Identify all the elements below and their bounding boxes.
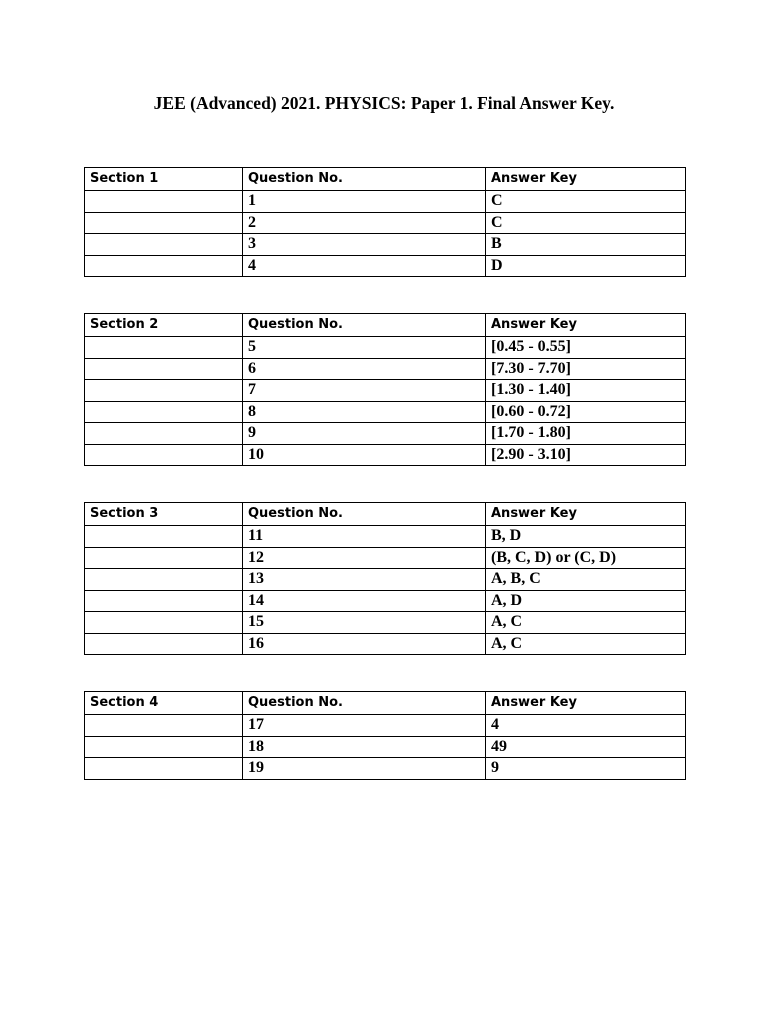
empty-cell — [85, 401, 243, 423]
answer-value: [1.30 - 1.40] — [486, 380, 686, 402]
question-no-header: Question No. — [243, 692, 486, 715]
question-number: 5 — [243, 337, 486, 359]
table-row — [85, 255, 686, 277]
empty-cell — [85, 423, 243, 445]
section-label: Section 4 — [85, 692, 243, 715]
empty-cell — [85, 590, 243, 612]
question-number: 8 — [243, 401, 486, 423]
question-number: 10 — [243, 444, 486, 466]
answer-key-header: Answer Key — [486, 168, 686, 191]
table-row — [85, 234, 686, 256]
question-number: 14 — [243, 590, 486, 612]
question-number: 16 — [243, 633, 486, 655]
table-header-row — [85, 503, 686, 526]
table-row — [85, 212, 686, 234]
answer-value: [1.70 - 1.80] — [486, 423, 686, 445]
answer-key-header: Answer Key — [486, 314, 686, 337]
section-label: Section 3 — [85, 503, 243, 526]
section-label: Section 1 — [85, 168, 243, 191]
table-row — [85, 736, 686, 758]
empty-cell — [85, 337, 243, 359]
question-number: 9 — [243, 423, 486, 445]
empty-cell — [85, 547, 243, 569]
answer-value: A, D — [486, 590, 686, 612]
answer-key-header: Answer Key — [486, 692, 686, 715]
question-number: 2 — [243, 212, 486, 234]
table-row — [85, 758, 686, 780]
answer-value: B, D — [486, 526, 686, 548]
table-header-row — [85, 168, 686, 191]
answer-value: [0.45 - 0.55] — [486, 337, 686, 359]
answer-value: B — [486, 234, 686, 256]
table-row — [85, 337, 686, 359]
answer-value: [0.60 - 0.72] — [486, 401, 686, 423]
question-number: 11 — [243, 526, 486, 548]
answer-value: C — [486, 191, 686, 213]
empty-cell — [85, 358, 243, 380]
empty-cell — [85, 715, 243, 737]
answer-value: [7.30 - 7.70] — [486, 358, 686, 380]
empty-cell — [85, 569, 243, 591]
answer-value: (B, C, D) or (C, D) — [486, 547, 686, 569]
answer-value: 49 — [486, 736, 686, 758]
question-number: 4 — [243, 255, 486, 277]
empty-cell — [85, 736, 243, 758]
table-row — [85, 423, 686, 445]
empty-cell — [85, 191, 243, 213]
table-header-row — [85, 314, 686, 337]
question-no-header: Question No. — [243, 168, 486, 191]
empty-cell — [85, 633, 243, 655]
question-number: 15 — [243, 612, 486, 634]
section-label: Section 2 — [85, 314, 243, 337]
question-no-header: Question No. — [243, 314, 486, 337]
empty-cell — [85, 444, 243, 466]
table-header-row — [85, 692, 686, 715]
section-2-table — [84, 313, 686, 466]
table-row — [85, 380, 686, 402]
section-4-table — [84, 691, 686, 780]
answer-value: 4 — [486, 715, 686, 737]
answer-value: 9 — [486, 758, 686, 780]
table-row — [85, 358, 686, 380]
question-number: 6 — [243, 358, 486, 380]
page-title: JEE (Advanced) 2021. PHYSICS: Paper 1. Final Answer Key. — [153, 93, 615, 113]
empty-cell — [85, 255, 243, 277]
answer-value: D — [486, 255, 686, 277]
answer-key-header: Answer Key — [486, 503, 686, 526]
answer-value: [2.90 - 3.10] — [486, 444, 686, 466]
answer-value: C — [486, 212, 686, 234]
question-number: 18 — [243, 736, 486, 758]
empty-cell — [85, 526, 243, 548]
answer-value: A, C — [486, 633, 686, 655]
question-number: 13 — [243, 569, 486, 591]
empty-cell — [85, 212, 243, 234]
answer-value: A, C — [486, 612, 686, 634]
table-row — [85, 612, 686, 634]
question-number: 17 — [243, 715, 486, 737]
question-number: 1 — [243, 191, 486, 213]
table-row — [85, 715, 686, 737]
empty-cell — [85, 758, 243, 780]
question-number: 19 — [243, 758, 486, 780]
question-number: 12 — [243, 547, 486, 569]
answer-value: A, B, C — [486, 569, 686, 591]
table-row — [85, 444, 686, 466]
question-number: 3 — [243, 234, 486, 256]
empty-cell — [85, 612, 243, 634]
question-number: 7 — [243, 380, 486, 402]
table-row — [85, 590, 686, 612]
question-no-header: Question No. — [243, 503, 486, 526]
table-row — [85, 526, 686, 548]
empty-cell — [85, 380, 243, 402]
empty-cell — [85, 234, 243, 256]
section-3-table — [84, 502, 686, 655]
section-1-table — [84, 167, 686, 277]
table-row — [85, 633, 686, 655]
table-row — [85, 569, 686, 591]
table-row — [85, 191, 686, 213]
table-row — [85, 547, 686, 569]
table-row — [85, 401, 686, 423]
